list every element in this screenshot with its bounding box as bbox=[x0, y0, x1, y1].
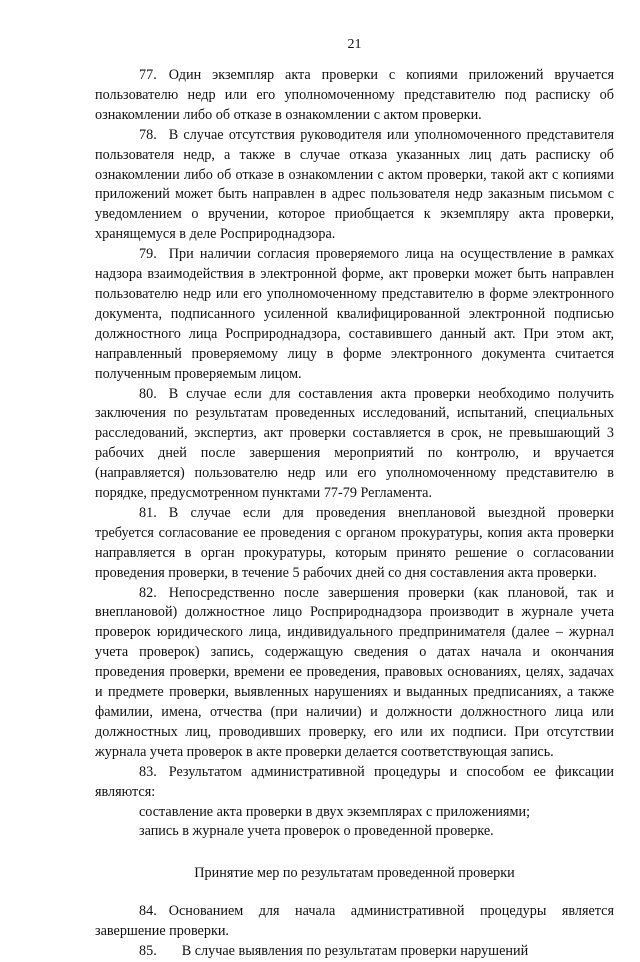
paragraph-number: 81. bbox=[139, 504, 157, 521]
paragraph-text: При наличии согласия проверяемого лица на осуществление в рамках надзора взаимодействия в электронной форме, акт проверки может быть направлен пользователю недр или его уполномоченному представителю в форме электронного документа, подписанного усиленной квалифицированной электронной подписью должностного лица Росприроднадзора, составившего данный акт. При этом акт, направленный проверяемому лицу в форме электронного документа считается полученным проверяемым лицом. bbox=[95, 246, 614, 382]
section-heading: Принятие мер по результатам проведенной проверки bbox=[194, 865, 515, 882]
paragraph-number: 80. bbox=[139, 385, 157, 402]
paragraph-number: 77. bbox=[139, 67, 157, 83]
paragraph-text: В случае отсутствия руководителя или уполномоченного представителя пользователя недр, а также в случае отказа указанных лиц дать расписку об ознакомлении либо об отказе в ознакомлении с актом проверки, такой акт с копиями приложений может быть направлен в адрес пользователя недр заказным письмом с уведомлением о вручении, которое приобщается к экземпляру акта проверки, хранящемуся в деле Росприроднадзора. bbox=[95, 126, 614, 243]
paragraph-79 bbox=[95, 245, 614, 384]
paragraph-82 bbox=[95, 584, 614, 763]
paragraph-text: Один экземпляр акта проверки с копиями приложений вручается пользователю недр или его уполномоченному представителю под расписку об ознакомлении либо об отказе в ознакомлении с актом проверки. bbox=[95, 67, 614, 123]
paragraph-number: 78. bbox=[139, 126, 157, 143]
paragraph-text: В случае выявления по результатам проверки нарушений bbox=[181, 943, 529, 960]
page-number: 21 bbox=[347, 37, 362, 52]
paragraph-text: Непосредственно после завершения проверки (как плановой, так и внеплановой) должностное лицо Росприроднадзора производит в журнале учета проверок юридического лица, индивидуального предпринимателя (далее – журнал учета проверок) запись, содержащую сведения о датах начала и окончания проведения проверки, времени ее проведения, правовых основаниях, целях, задачах и предмете проверки, выявленных нарушениях и выданных предписаниях, а также фамилии, имена, отчества (при наличии) и должности должностного лица или должностных лиц, проводивших проверку, его или их подписи. При отсутствии журнала учета проверок в акте проверки делается соответствующая запись. bbox=[95, 584, 614, 760]
paragraph-text: Основанием для начала административной процедуры является завершение проверки. bbox=[95, 903, 614, 940]
paragraph-number: 85. bbox=[139, 943, 157, 960]
paragraph-number: 83. bbox=[139, 763, 157, 780]
paragraph-84 bbox=[95, 902, 614, 942]
paragraph-83 bbox=[95, 763, 614, 803]
paragraph-text: В случае если для проведения внеплановой выездной проверки требуется согласование ее проведения с органом прокуратуры, копия акта проверки направляется в орган прокуратуры, которым принято решение о согласовании проведения проверки, в течение 5 рабочих дней со дня составления акта проверки. bbox=[95, 504, 614, 581]
paragraph-text: В случае если для составления акта проверки необходимо получить заключения по результатам проведенных исследований, испытаний, специальных расследований, экспертиз, акт проверки составляется в срок, не превышающий 3 рабочих дней после завершения мероприятий по контролю, и вручается (направляется) пользователю недр или его уполномоченному представителю в порядке, предусмотренном пунктами 77-79 Регламента. bbox=[95, 385, 614, 502]
paragraph-77 bbox=[95, 66, 614, 126]
paragraph-80 bbox=[95, 385, 614, 504]
list-item: запись в журнале учета проверок о проведенной проверке. bbox=[139, 823, 494, 840]
list-item: составление акта проверки в двух экземплярах с приложениями; bbox=[139, 803, 531, 820]
paragraph-number: 84. bbox=[139, 903, 157, 920]
paragraph-text: Результатом административной процедуры и способом ее фиксации являются: bbox=[95, 763, 614, 800]
paragraph-81 bbox=[95, 504, 614, 584]
paragraph-number: 79. bbox=[139, 246, 157, 263]
paragraph-78 bbox=[95, 126, 614, 245]
paragraph-85 bbox=[95, 942, 614, 962]
paragraph-number: 82. bbox=[139, 584, 157, 601]
